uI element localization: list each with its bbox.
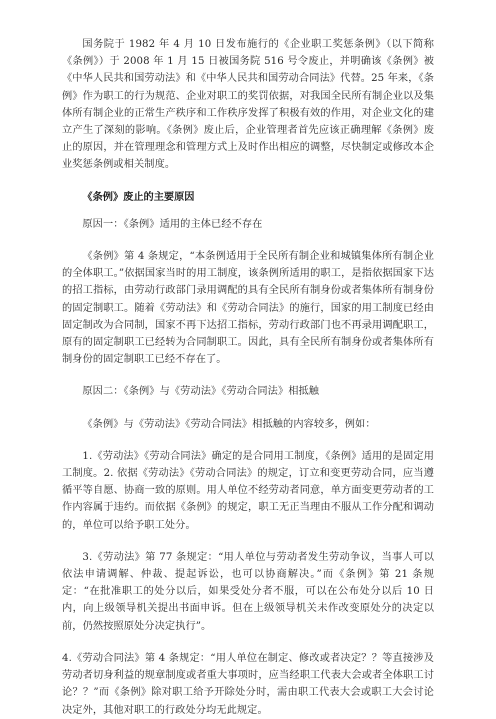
reason2-intro: 《条例》与《劳动法》《劳动合同法》相抵触的内容较多，例如： — [82, 418, 376, 430]
reason1-title: 原因一：《条例》适用的主体已经不存在 — [82, 218, 263, 230]
intro-paragraph: 国务院于 1982 年 4 月 10 日发布施行的《企业职工奖惩条例》（以下简称《条例》）于 2008 年 1 月 15 日被国务院 516 号令废止，并明确该《条例》被《中华人民共和国劳动法》和《中华人民共和国劳动合同法》代替。25 年来，《条例》作为职工的行为规范、企业对职工的奖罚依据，对我国全民所有制企业以及集体所有制企业的正常生产秩序和工作秩序发挥了积极有效的作用，对企业文化的建立产生了深刻的影响。《条例》废止后，企业管理者首先应该正确理解《条例》废止的原因，并在管理理念和管理方式上及时作出相应的调整，尽快制定或修改本企业奖惩条例或相关制度。 — [62, 39, 434, 171]
section-heading: 《条例》废止的主要原因 — [82, 191, 195, 203]
document-page — [62, 36, 434, 719]
list-item-4: 4.《劳动合同法》第 4 条规定：“用人单位在制定、修改或者决定？？等直接涉及劳动者切身利益的规章制度或者重大事项时，应当经职工代表大会或者全体职工讨论？？”而《条例》除对职工给予开除处分时，需由职工代表大会或职工大会讨论决定外，其他对职工的行政处分均无此规定。 — [62, 652, 434, 716]
list-item-1-2: 1.《劳动法》《劳动合同法》确定的是合同用工制度，《条例》适用的是固定用工制度。2. 依据《劳动法》《劳动合同法》的规定，订立和变更劳动合同，应当遵循平等自愿、协商一致的原则。用人单位不经劳动者同意，单方面变更劳动者的工作内容属于违约。而依据《条例》的规定，职工无正当理由不服从工作分配和调动的，单位可以给予职工处分。 — [62, 450, 434, 531]
reason1-body: 《条例》第 4 条规定，“本条例适用于全民所有制企业和城镇集体所有制企业的全体职工。”依据国家当时的用工制度，该条例所适用的职工，是指依据国家下达的招工指标，由劳动行政部门录用调配的具有全民所有制身份或者集体所有制身份的固定制职工。随着《劳动法》和《劳动合同法》的施行，国家的用工制度已经由固定制改为合同制，国家不再下达招工指标，劳动行政部门也不再录用调配职工，原有的固定制职工已经转为合同制职工。因此，具有全民所有制身份或者集体所有制身份的固定制职工已经不存在了。 — [62, 251, 434, 366]
list-item-3: 3.《劳动法》第 77 条规定：“用人单位与劳动者发生劳动争议，当事人可以依法申请调解、仲裁、提起诉讼，也可以协商解决。”而《条例》第 21 条规定：“在批准职工的处分以后，如果受处分者不服，可以在公布处分以后 10 日内，向上级领导机关提出书面申诉。但在上级领导机关未作改变原处分的决定以前，仍然按照原处分决定执行”。 — [62, 551, 434, 632]
reason2-title: 原因二：《条例》与《劳动法》《劳动合同法》相抵触 — [82, 386, 320, 398]
